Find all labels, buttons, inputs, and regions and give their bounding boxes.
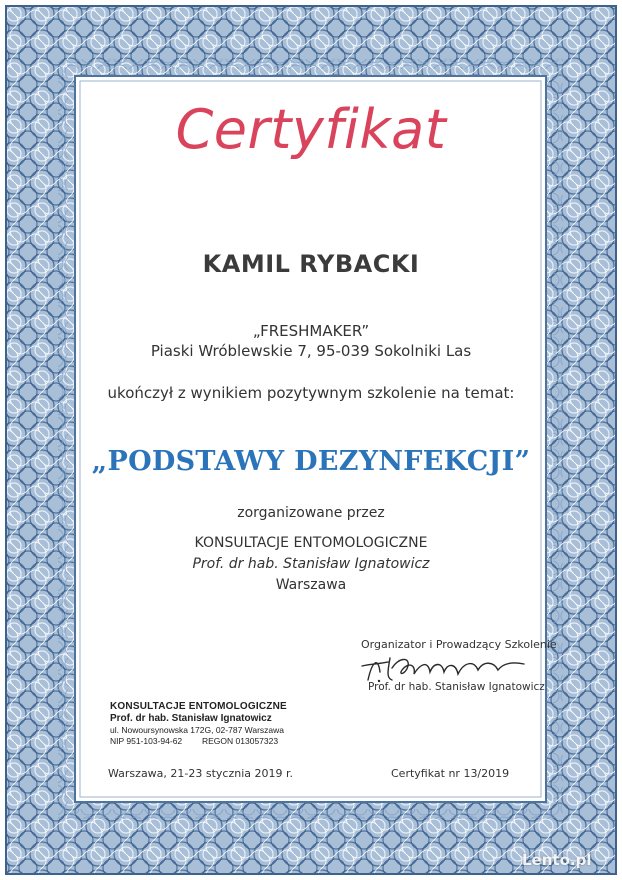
course-title: „PODSTAWY DEZYNFEKCJI” xyxy=(91,446,531,477)
certificate-number: Certyfikat nr 13/2019 xyxy=(391,767,510,780)
stamp-regon: REGON 013057323 xyxy=(202,736,279,746)
stamp-professor: Prof. dr hab. Stanisław Ignatowicz xyxy=(110,713,272,724)
stamp-organization: KONSULTACJE ENTOMOLOGICZNE xyxy=(110,701,287,712)
date-place: Warszawa, 21-23 stycznia 2019 r. xyxy=(108,767,294,780)
stamp-nip: NIP 951-103-94-62 xyxy=(110,736,183,746)
organizer-city: Warszawa xyxy=(275,577,347,593)
signature-name: Prof. dr hab. Stanisław Ignatowicz xyxy=(368,681,545,693)
company-name: „FRESHMAKER” xyxy=(252,322,370,340)
company-address: Piaski Wróblewskie 7, 95-039 Sokolniki Las xyxy=(150,342,472,360)
organizer-prof: Prof. dr hab. Stanisław Ignatowicz xyxy=(192,556,430,572)
organizer-name: KONSULTACJE ENTOMOLOGICZNE xyxy=(194,535,428,551)
recipient-name: KAMIL RYBACKI xyxy=(202,250,420,278)
site-watermark: Lento.pl xyxy=(522,851,592,869)
organized-by-label: zorganizowane przez xyxy=(237,505,385,521)
completion-text: ukończył z wynikiem pozytywnym szkolenie na temat: xyxy=(107,384,515,402)
certificate-title: Certyfikat xyxy=(175,98,447,161)
signature-role: Organizator i Prowadzący Szkolenie xyxy=(361,638,557,651)
stamp-address: ul. Nowoursynowska 172G, 02-787 Warszawa xyxy=(110,725,285,735)
